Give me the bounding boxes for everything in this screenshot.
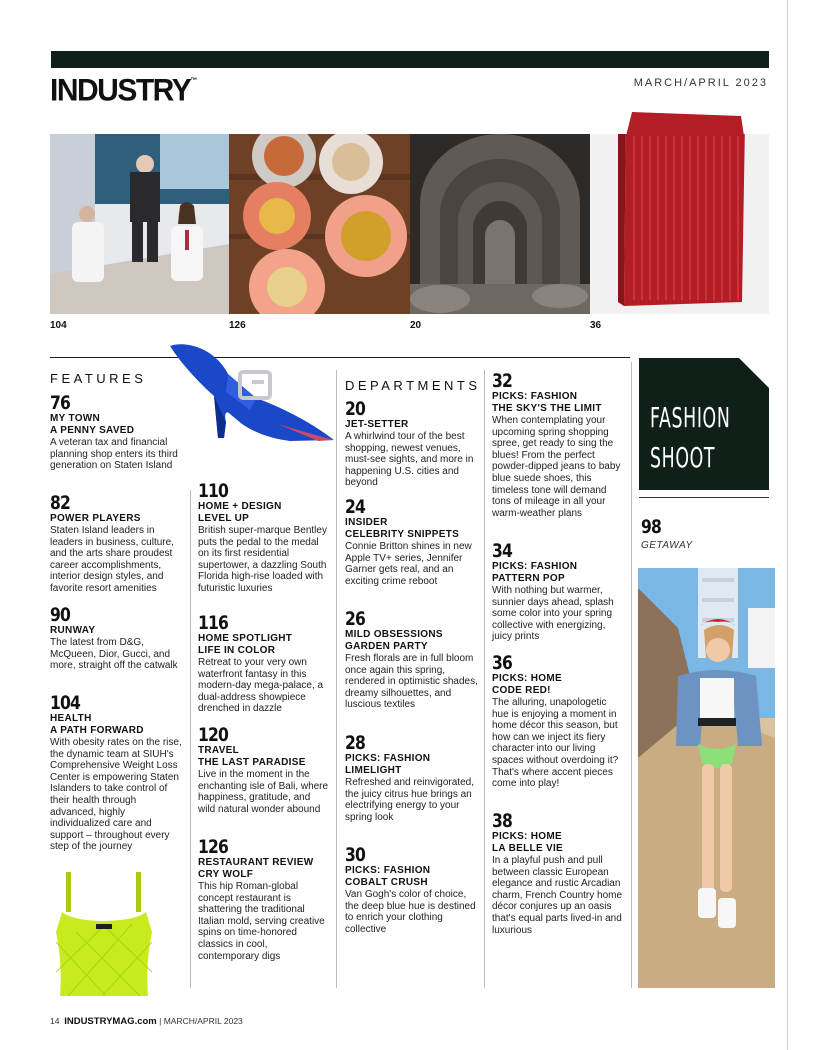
entry-description: The alluring, unapologetic hue is enjoying a moment in home décor this season, but how can we inject its fiery character into our living spaces without overdoing it? That's where accent pieces come into play! <box>492 697 619 790</box>
getaway-label: GETAWAY <box>641 540 693 551</box>
page-number: 28 <box>345 732 366 754</box>
entry-category: PICKS: HOME <box>492 831 562 842</box>
entry-description: With obesity rates on the rise, the dynamic team at SIUH's Comprehensive Weight Loss Center is empowering Staten Islanders to take control of their health through advanced, highly individualized care and support – throughout every step of the journey <box>50 737 182 853</box>
entry-category: TRAVEL <box>198 745 240 756</box>
toc-entry[interactable] <box>50 606 182 672</box>
photo-arched-tunnel <box>410 134 590 314</box>
entry-title: THE LAST PARADISE <box>198 757 306 768</box>
site-link[interactable]: INDUSTRYMAG.com <box>64 1016 157 1027</box>
toc-entry[interactable] <box>198 482 330 595</box>
page-number: 90 <box>50 604 71 626</box>
toc-entry[interactable] <box>198 614 330 715</box>
entry-description: Van Gogh's color of choice, the deep blue hue is destined to enrich your clothing collective <box>345 889 476 935</box>
entry-title: LIFE IN COLOR <box>198 645 276 656</box>
cobalt-mule-shoe-image <box>168 340 338 444</box>
toc-entry[interactable] <box>345 400 479 489</box>
entry-description: This hip Roman-global concept restaurant is shattering the traditional Italian mold, serving creative spins on time-honored classics in cool, contemporary digs <box>198 881 325 962</box>
entry-category: PICKS: FASHION <box>492 561 578 572</box>
toc-entry-getaway[interactable] <box>641 518 665 537</box>
toc-entry[interactable] <box>345 734 479 823</box>
page-number: 116 <box>198 612 229 634</box>
entry-description: The latest from D&G, McQueen, Dior, Gucci, and more, straight off the catwalk <box>50 637 178 672</box>
page-number: 24 <box>345 496 366 518</box>
entry-category: PICKS: FASHION <box>345 753 431 764</box>
footer-date: MARCH/APRIL 2023 <box>163 1016 243 1026</box>
entry-title: PATTERN POP <box>492 573 565 584</box>
page-footer: 14 INDUSTRYMAG.com | MARCH/APRIL 2023 <box>50 1016 243 1027</box>
entry-description: With nothing but warmer, sunnier days ahead, splash some color into your spring collective with energizing, juicy prints <box>492 585 614 643</box>
page-number: 82 <box>50 492 71 514</box>
entry-description: British super-marque Bentley puts the pedal to the medal on its first residential supertower, a dazzling South Florida high-rise loaded with futuristic luxuries <box>198 525 327 594</box>
entry-description: A whirlwind tour of the best shopping, newest venues, must-see sights, and more in happening U.S. cities and beyond <box>345 431 474 489</box>
photo-label: 104 <box>50 320 67 331</box>
page-number: 34 <box>492 540 513 562</box>
toc-entry[interactable] <box>50 694 184 853</box>
page-number: 36 <box>492 652 513 674</box>
page-number: 104 <box>50 692 81 714</box>
entry-title: LA BELLE VIE <box>492 843 564 854</box>
photo-label: 20 <box>410 320 422 331</box>
page-number: 120 <box>198 724 229 746</box>
photo-red-cabinet <box>590 134 769 314</box>
toc-entry[interactable] <box>492 372 624 519</box>
departments-heading: DEPARTMENTS <box>345 378 481 393</box>
entry-title: CODE RED! <box>492 685 551 696</box>
page-number: 26 <box>345 608 366 630</box>
photo-label: 36 <box>590 320 602 331</box>
column-rule <box>336 370 337 988</box>
entry-title: LIMELIGHT <box>345 765 402 776</box>
photo-pasta-dishes <box>229 134 410 314</box>
page-number: 126 <box>198 836 229 858</box>
page-number: 38 <box>492 810 513 832</box>
entry-description: Refreshed and reinvigorated, the juicy citrus hue brings an electrifying energy to your spring look <box>345 777 474 823</box>
photo-beach-model <box>638 568 775 988</box>
entry-description: Live in the moment in the enchanting isle of Bali, where happiness, gratitude, and wild natural wonder abound <box>198 769 329 815</box>
page-number: 20 <box>345 398 366 420</box>
entry-category: HEALTH <box>50 713 92 724</box>
entry-description: A veteran tax and financial planning shop enters its third generation on Staten Island <box>50 437 178 472</box>
page-number: 32 <box>492 370 513 392</box>
entry-category: INSIDER <box>345 517 388 528</box>
toc-entry[interactable] <box>345 498 479 587</box>
entry-description: Fresh florals are in full bloom once again this spring, rendered in optimistic shades, dreamy silhouettes, and luscious textiles <box>345 653 478 711</box>
entry-description: Staten Island leaders in leaders in business, culture, and the arts share proudest career accomplishments, interior design styles, and favorite resort amenities <box>50 525 174 594</box>
toc-entry[interactable] <box>50 394 182 472</box>
page-number: 98 <box>641 516 662 538</box>
entry-title: A PATH FORWARD <box>50 725 144 736</box>
entry-title: RUNWAY <box>50 625 96 636</box>
toc-entry[interactable] <box>492 542 624 643</box>
entry-title: GARDEN PARTY <box>345 641 428 652</box>
entry-category: HOME SPOTLIGHT <box>198 633 293 644</box>
photo-label: 126 <box>229 320 246 331</box>
toc-entry[interactable] <box>492 812 624 936</box>
column-rule <box>484 370 485 988</box>
entry-title: A PENNY SAVED <box>50 425 135 436</box>
page-number-footer: 14 <box>50 1016 60 1026</box>
top-bar <box>51 51 769 68</box>
fashion-rule <box>639 497 769 498</box>
entry-title: THE SKY'S THE LIMIT <box>492 403 602 414</box>
toc-entry[interactable] <box>198 726 330 815</box>
toc-entry[interactable] <box>345 846 479 935</box>
entry-title: CELEBRITY SNIPPETS <box>345 529 460 540</box>
lime-knit-top-image <box>56 872 152 998</box>
entry-category: PICKS: FASHION <box>345 865 431 876</box>
section-rule <box>50 357 630 358</box>
entry-title: POWER PLAYERS <box>50 513 141 524</box>
entry-title: LEVEL UP <box>198 513 250 524</box>
entry-category: RESTAURANT REVIEW <box>198 857 314 868</box>
toc-entry[interactable] <box>345 610 479 711</box>
column-rule <box>190 490 191 988</box>
entry-description: Retreat to your very own waterfront fantasy in this modern-day mega-palace, a dual-address showpiece drenched in dazzle <box>198 657 324 715</box>
entry-category: MY TOWN <box>50 413 101 424</box>
entry-title: CRY WOLF <box>198 869 254 880</box>
entry-title: COBALT CRUSH <box>345 877 428 888</box>
entry-description: In a playful push and pull between classic European elegance and rustic Arcadian charm, French Country home décor conjures up an oasis that's equal parts lived-in and luxurious <box>492 855 623 936</box>
red-cabinet-top <box>626 112 745 136</box>
issue-date: MARCH/APRIL 2023 <box>633 77 768 89</box>
page-number: 110 <box>198 480 229 502</box>
entry-category: PICKS: HOME <box>492 673 562 684</box>
entry-category: PICKS: FASHION <box>492 391 578 402</box>
entry-description: When contemplating your upcoming spring shopping spree, get ready to sing the blues! From the perfect powder-dipped jeans to baby blue suede shoes, this timeless tone will demand tons of mileage in all your warm-weather plans <box>492 415 621 519</box>
photo-doctors <box>50 134 229 314</box>
entry-description: Connie Britton shines in new Apple TV+ series, Jennifer Garner gets real, and an exciting crime reboot <box>345 541 472 587</box>
features-heading: FEATURES <box>50 371 147 386</box>
entry-category: MILD OBSESSIONS <box>345 629 443 640</box>
page-edge-line <box>787 0 788 1050</box>
column-rule <box>631 362 632 988</box>
page-number: 30 <box>345 844 366 866</box>
toc-entry[interactable] <box>198 838 330 962</box>
entry-category: JET-SETTER <box>345 419 409 430</box>
toc-entry[interactable] <box>492 654 624 790</box>
page-number: 76 <box>50 392 71 414</box>
fashion-shoot-title: FASHION SHOOT <box>650 401 731 474</box>
magazine-logo: INDUSTRY™ <box>50 73 198 108</box>
entry-category: HOME + DESIGN <box>198 501 282 512</box>
toc-entry[interactable] <box>50 494 182 595</box>
